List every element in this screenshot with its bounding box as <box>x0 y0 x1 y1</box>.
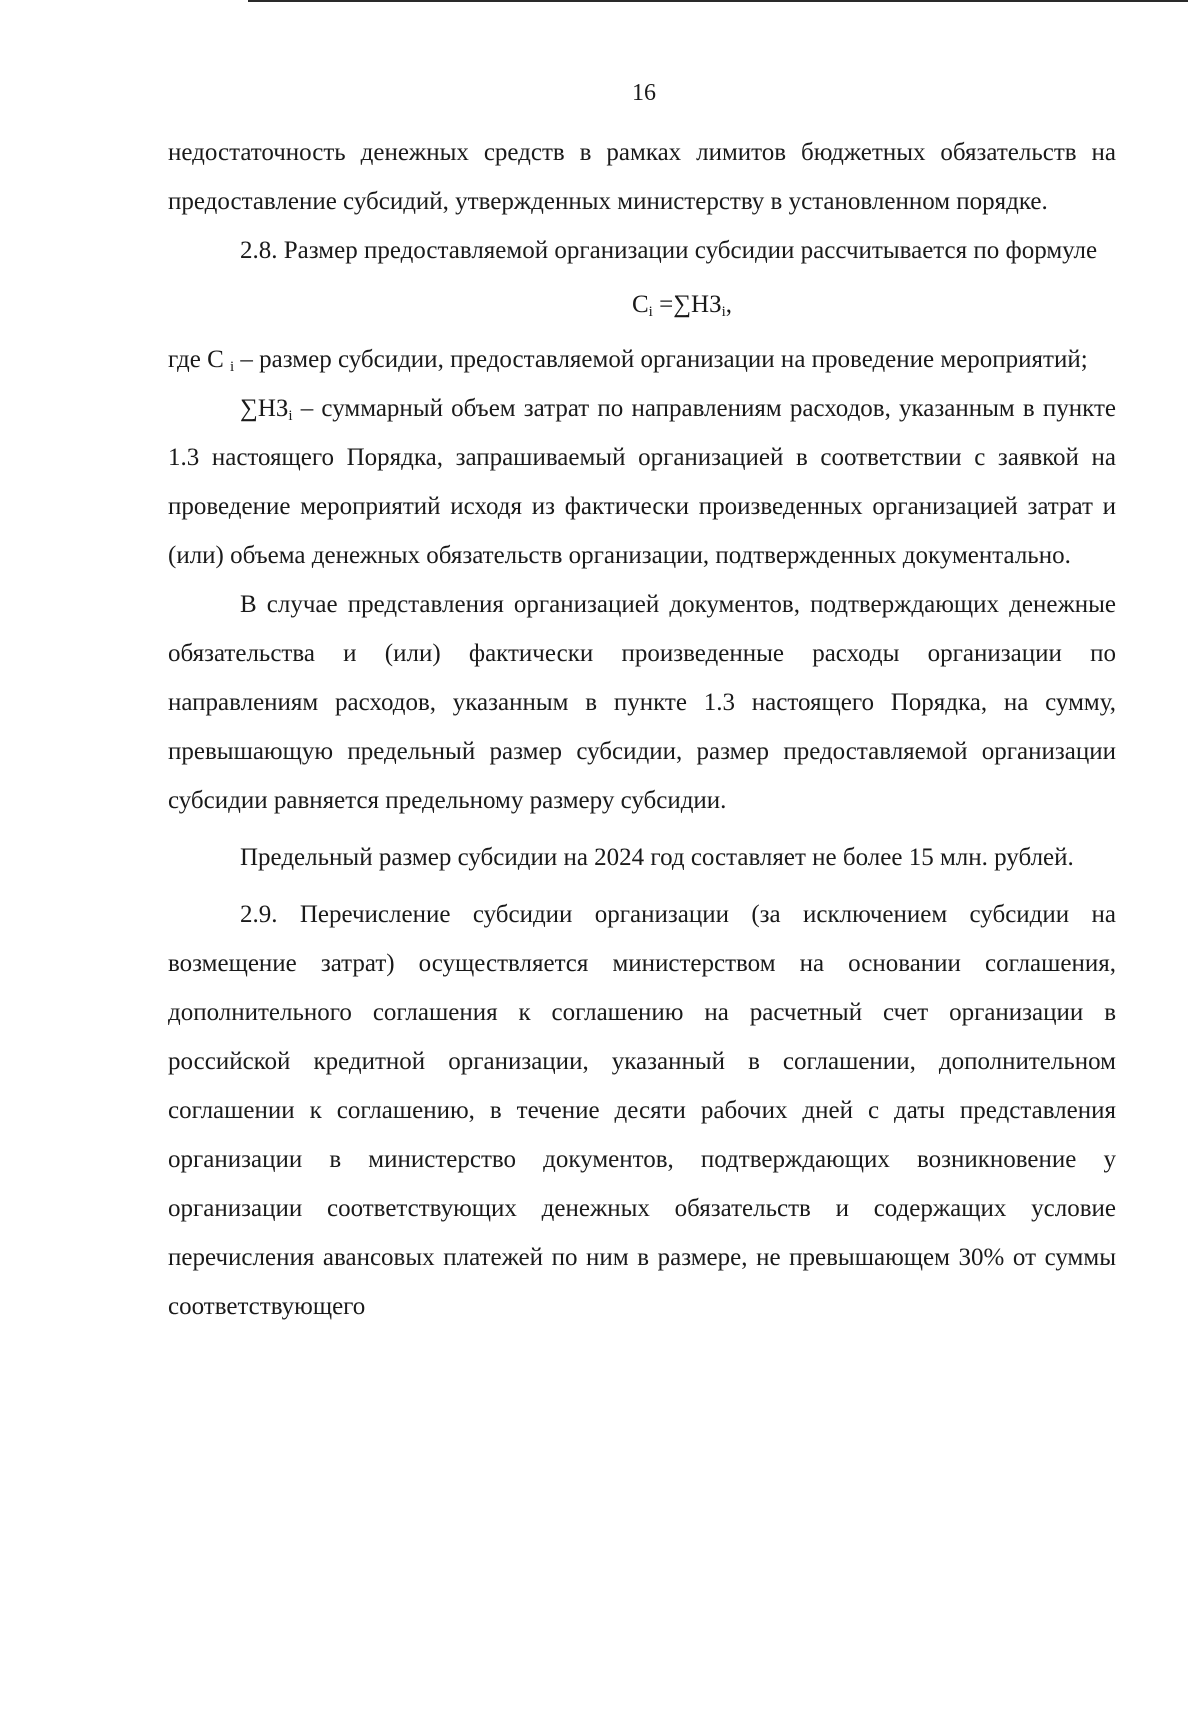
page-number: 16 <box>632 80 656 106</box>
formula-rhs-subscript: i <box>721 304 726 320</box>
paragraph-limit-rule: В случае представления организацией документов, подтверждающих денежные обязательства и (или) фактически произведенные расходы организации по направлениям расходов, указанным в пункте 1.3 настоящего Порядка, на сумму, превышающую предельный размер субсидии, размер предоставляемой организации субсидии равняется предельному размеру субсидии. <box>168 591 1116 814</box>
paragraph-continuation: недостаточность денежных средств в рамках лимитов бюджетных обязательств на предоставление субсидий, утвержденных министерству в установленном порядке. <box>168 139 1116 215</box>
where-prefix: где С <box>168 346 224 373</box>
spacer <box>168 882 1116 890</box>
formula-tail: , <box>725 291 733 318</box>
formula <box>168 275 1116 335</box>
formula-lhs-subscript: i <box>648 304 653 320</box>
formula-lhs: C <box>631 291 649 318</box>
paragraph-2-8: 2.8. Размер предоставляемой организации субсидии рассчитывается по формуле <box>240 237 1098 264</box>
where-text: – размер субсидии, предоставляемой организации на проведение мероприятий; <box>234 346 1088 373</box>
formula-rhs: =∑НЗ <box>652 291 722 318</box>
sum-subscript: i <box>288 408 293 424</box>
paragraph-limit-2024: Предельный размер субсидии на 2024 год составляет не более 15 млн. рублей. <box>240 844 1074 871</box>
sum-prefix: ∑НЗ <box>240 395 289 422</box>
spacer <box>168 825 1116 833</box>
sum-text: – суммарный объем затрат по направлениям расходов, указанным в пункте 1.3 настоящего Порядка, запрашиваемый организацией в соответствии с заявкой на проведение мероприятий исходя из фактически произведенных организацией затрат и (или) объема денежных обязательств организации, подтвержденных документально. <box>168 395 1116 569</box>
paragraph-sum-definition <box>168 384 1116 580</box>
paragraph-where <box>168 335 1116 384</box>
paragraph-2-9: 2.9. Перечисление субсидии организации (за исключением субсидии на возмещение затрат) осуществляется министерством на основании соглашения, дополнительного соглашения к соглашению на расчетный счет организации в российской кредитной организации, указанный в соглашении, дополнительном соглашении к соглашению, в течение десяти рабочих дней с даты представления организации в министерство документов, подтверждающих возникновение у организации соответствующих денежных обязательств и содержащих условие перечисления авансовых платежей по ним в размере, не превышающем 30% от суммы соответствующего <box>168 901 1116 1320</box>
top-rule <box>248 0 1188 2</box>
document-body <box>168 128 1116 1331</box>
where-subscript: i <box>230 359 235 375</box>
